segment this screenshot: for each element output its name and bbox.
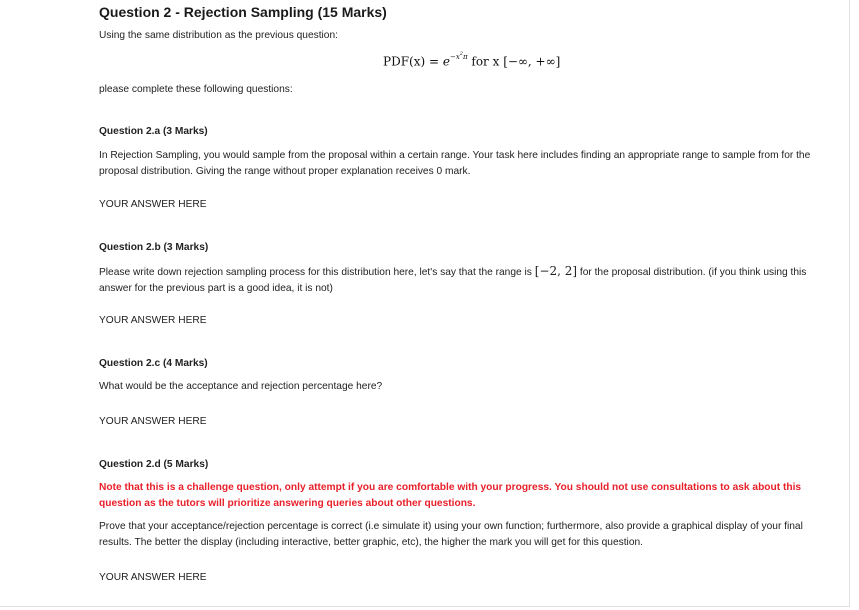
formula-lhs: PDF(x) = xyxy=(383,54,443,69)
answer-placeholder-2d[interactable]: YOUR ANSWER HERE xyxy=(99,572,207,583)
question-2c-body: What would be the acceptance and rejection percentage here? xyxy=(99,381,383,392)
question-2b-body: Please write down rejection sampling process for this distribution here, let's say that the range is [−2, 2] for the proposal distribution. (if you think using this answer for the previous part is a good idea, it is not) xyxy=(99,264,807,294)
answer-placeholder-2a[interactable]: YOUR ANSWER HERE xyxy=(99,199,207,210)
question-2d-body: Prove that your acceptance/rejection percentage is correct (i.e simulate it) using your own function; furthermore, also provide a graphical display of your final results. The better the display (including interactive, better graphic, etc), the higher the mark you will get for this question. xyxy=(99,521,803,548)
question-2a-body: In Rejection Sampling, you would sample from the proposal within a certain range. Your task here includes finding an appropriate range to sample from for the proposal distribution. Giving the range without proper explanation receives 0 mark. xyxy=(99,150,811,177)
answer-placeholder-2b[interactable]: YOUR ANSWER HERE xyxy=(99,315,207,326)
question-2c-heading: Question 2.c (4 Marks) xyxy=(99,358,208,369)
pdf-formula xyxy=(383,53,560,68)
range-math: [−2, 2] xyxy=(534,264,578,278)
formula-exponent: −x2π xyxy=(449,51,468,62)
challenge-warning: Note that this is a challenge question, only attempt if you are comfortable with your progress. You should not use consultations to ask about this question as the tutors will prioritize answering queries about other questions. xyxy=(99,482,802,509)
answer-placeholder-2c[interactable]: YOUR ANSWER HERE xyxy=(99,416,207,427)
formula-rest: for x [−∞, +∞] xyxy=(467,54,561,69)
question-2a-heading: Question 2.a (3 Marks) xyxy=(99,126,208,137)
question-2-intro: Using the same distribution as the previous question: xyxy=(99,30,338,41)
question-2-prompt: please complete these following questions: xyxy=(99,84,293,95)
question-2b-heading: Question 2.b (3 Marks) xyxy=(99,242,209,253)
question-2d-heading: Question 2.d (5 Marks) xyxy=(99,459,209,470)
question-2-heading: Question 2 - Rejection Sampling (15 Marks) xyxy=(99,4,387,20)
formula-base: e xyxy=(442,54,450,69)
